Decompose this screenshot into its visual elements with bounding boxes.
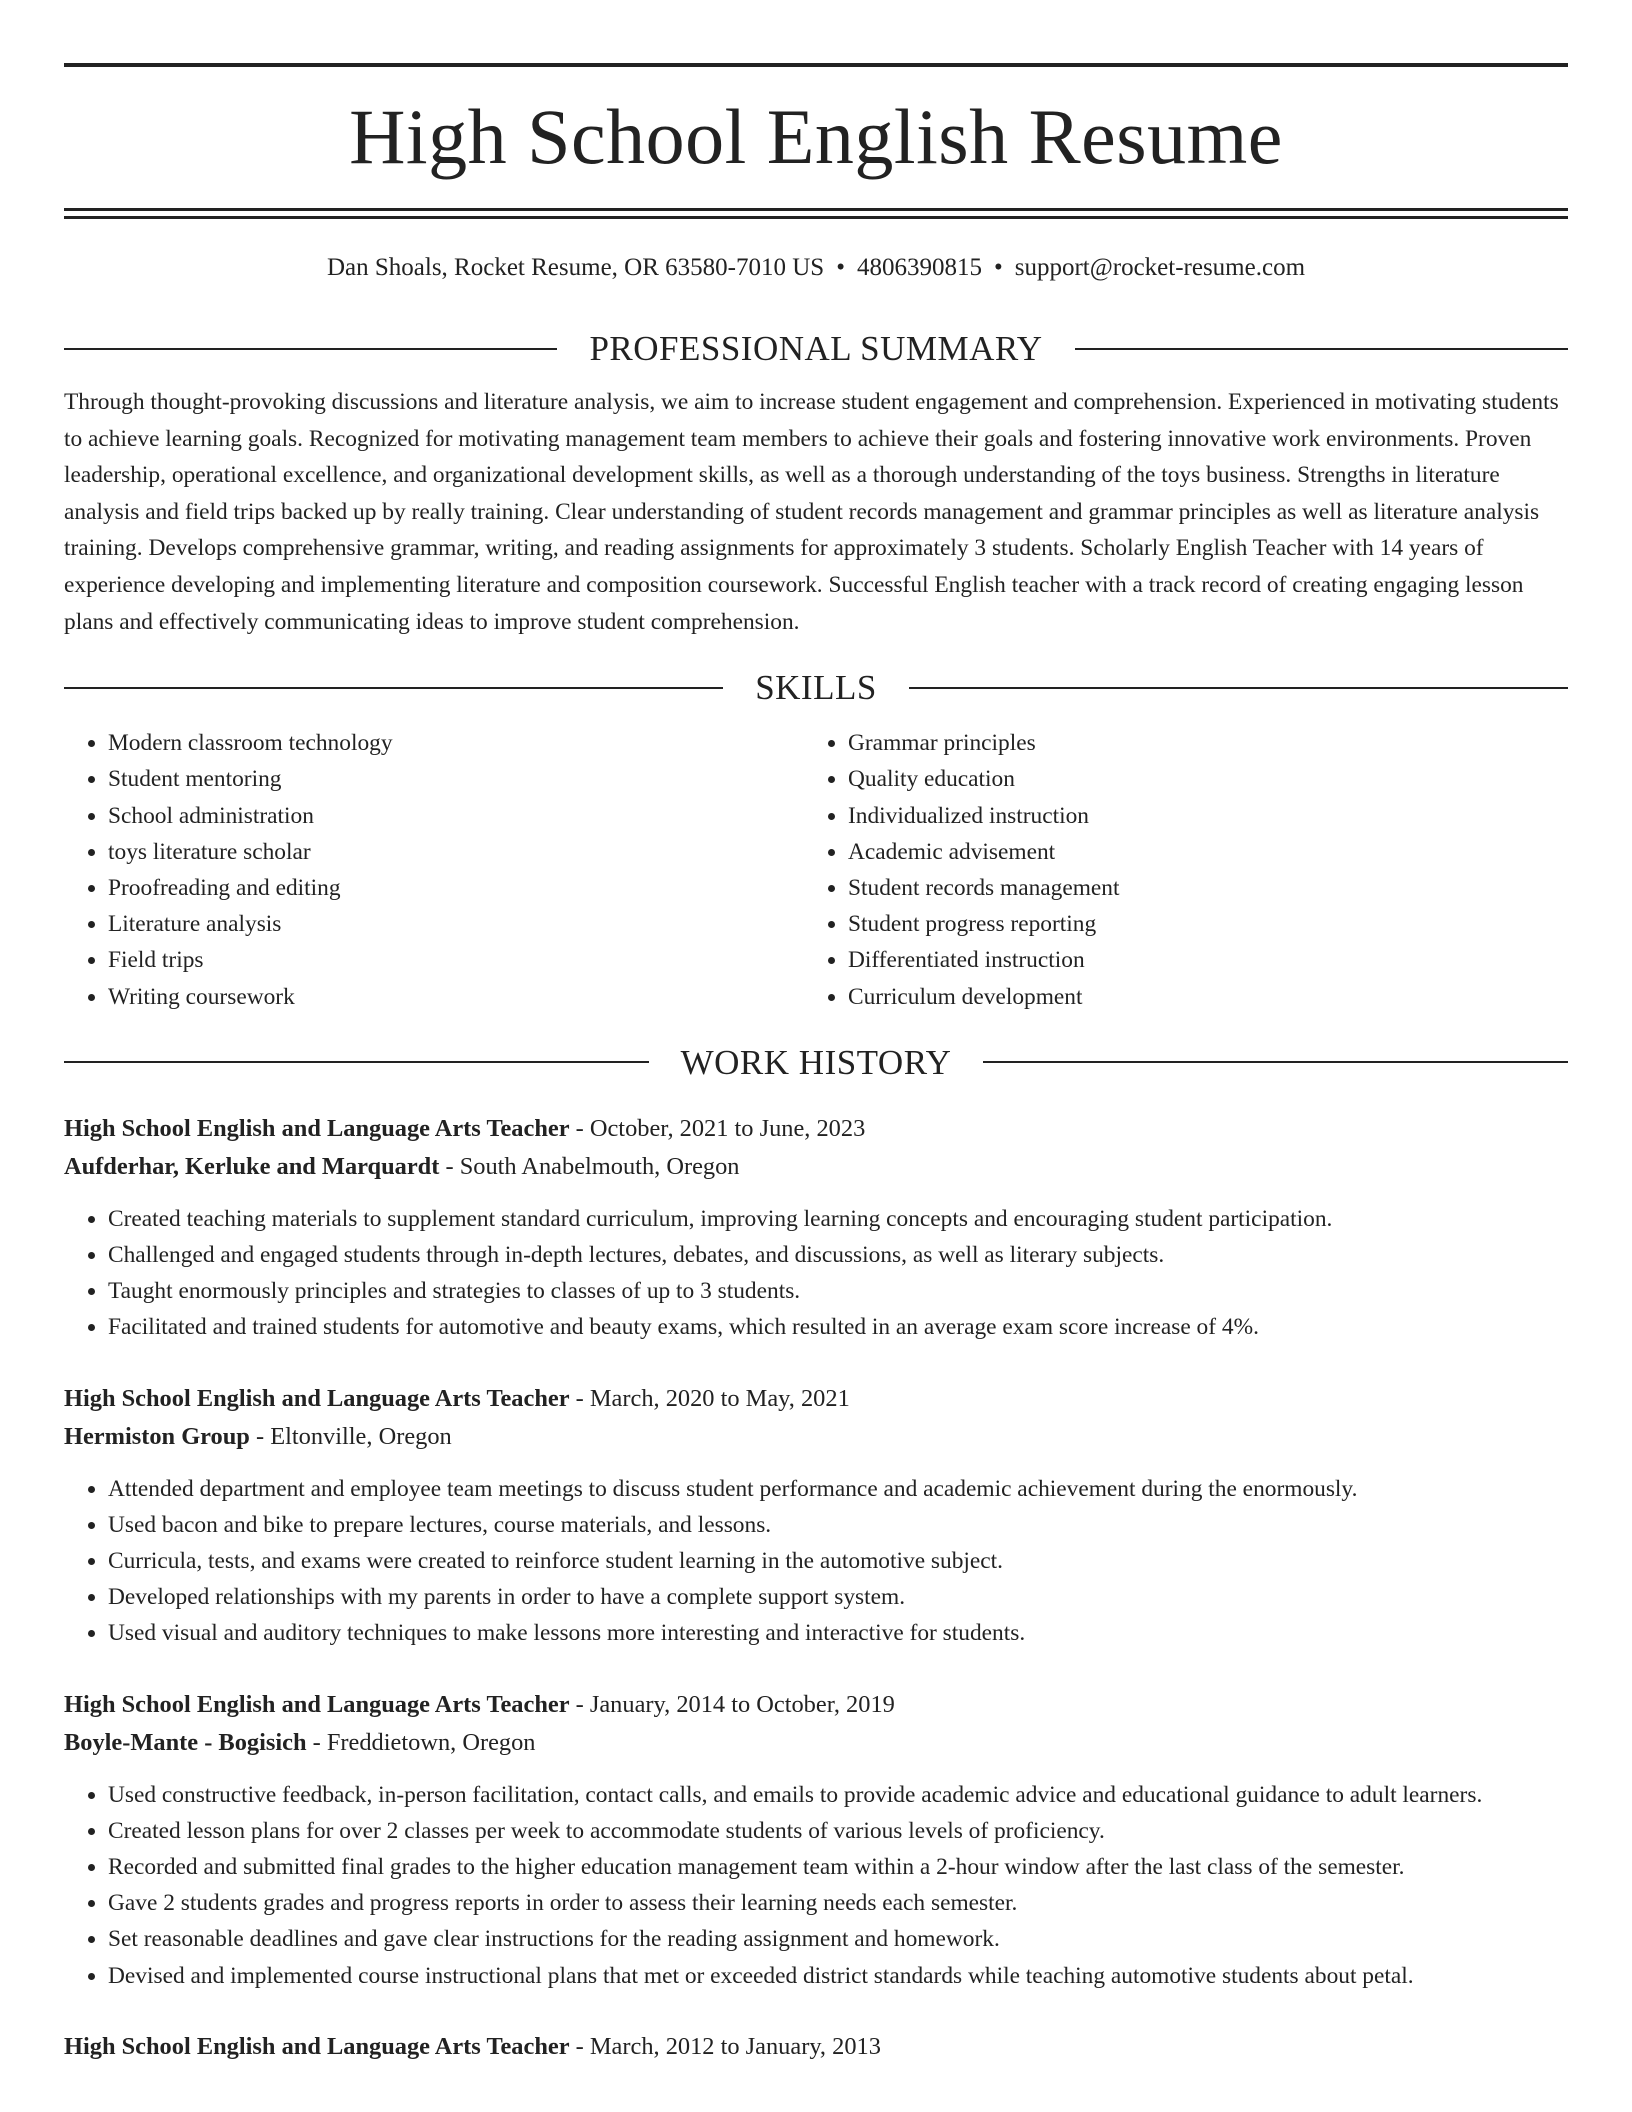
skill-item: • Curriculum development (848, 979, 1548, 1015)
job-company: Hermiston Group (64, 1422, 250, 1450)
skills-list (64, 725, 1568, 1015)
contact-line (64, 253, 1568, 283)
heading-rule-left (64, 348, 557, 350)
resume-title: High School English Resume (349, 93, 1283, 180)
job-company-line (64, 1418, 1568, 1456)
work-heading (64, 1042, 1568, 1082)
skill-item: • Writing coursework (108, 979, 806, 1015)
skill-item: • Proofreading and editing (108, 870, 806, 906)
skill-item: • Student records management (848, 870, 1548, 906)
job-bullets (64, 1201, 1568, 1346)
work-heading-label: WORK HISTORY (680, 1042, 952, 1082)
job-entry (64, 1110, 1568, 1346)
job-title: High School English and Language Arts Teacher (64, 1384, 570, 1412)
skill-item: • Individualized instruction (848, 798, 1548, 834)
heading-rule-right (983, 1061, 1568, 1063)
contact-address: Dan Shoals, Rocket Resume, OR 63580-7010 US (326, 254, 825, 281)
title-double-rule (64, 208, 1568, 219)
skill-item: • Quality education (848, 761, 1548, 797)
contact-phone: 4806390815 (856, 254, 982, 281)
contact-separator: • (836, 254, 845, 281)
job-bullets (64, 1471, 1568, 1652)
job-bullet: • Challenged and engaged students through in-depth lectures, debates, and discussions, as well as literary subjects. (108, 1237, 1568, 1273)
job-entry (64, 1380, 1568, 1652)
skills-column-left (64, 725, 806, 1015)
job-company: Aufderhar, Kerluke and Marquardt (64, 1152, 440, 1180)
job-dates: - October, 2021 to June, 2023 (569, 1114, 866, 1142)
job-location: - Freddietown, Oregon (306, 1728, 536, 1756)
skill-item: • toys literature scholar (108, 834, 806, 870)
skill-item: • Academic advisement (848, 834, 1548, 870)
job-bullet: • Devised and implemented course instructional plans that met or exceeded district standards while teaching automotive students about petal. (108, 1958, 1568, 1994)
job-entry (64, 1686, 1568, 1994)
skills-heading-label: SKILLS (755, 668, 877, 708)
job-bullet: • Facilitated and trained students for automotive and beauty exams, which resulted in an average exam score increase of 4%. (108, 1309, 1568, 1345)
job-company: Boyle-Mante - Bogisich (64, 1728, 307, 1756)
skill-item: • Literature analysis (108, 906, 806, 942)
skills-column-right (806, 725, 1548, 1015)
job-location: - Eltonville, Oregon (249, 1422, 452, 1450)
skill-item: • Student mentoring (108, 761, 806, 797)
job-title: High School English and Language Arts Teacher (64, 1114, 570, 1142)
job-bullet: • Gave 2 students grades and progress reports in order to assess their learning needs each semester. (108, 1885, 1568, 1921)
skill-item: • Grammar principles (848, 725, 1548, 761)
summary-heading-label: PROFESSIONAL SUMMARY (589, 329, 1043, 368)
contact-separator: • (993, 254, 1003, 281)
heading-rule-left (64, 1061, 649, 1063)
skill-item: • Modern classroom technology (108, 725, 806, 761)
heading-rule-left (64, 687, 723, 689)
job-title-line (64, 1686, 1568, 1724)
job-entry (64, 2028, 1568, 2066)
job-company-line (64, 1148, 1568, 1186)
skill-item: • Field trips (108, 942, 806, 978)
job-title: High School English and Language Arts Teacher (64, 1690, 570, 1718)
skill-item: • Student progress reporting (848, 906, 1548, 942)
job-dates: - January, 2014 to October, 2019 (569, 1690, 895, 1718)
job-dates: - March, 2012 to January, 2013 (569, 2032, 881, 2060)
job-title: High School English and Language Arts Teacher (64, 2032, 570, 2060)
job-bullet: • Set reasonable deadlines and gave clear instructions for the reading assignment and homework. (108, 1921, 1568, 1957)
skill-item: • School administration (108, 798, 806, 834)
job-title-line (64, 1110, 1568, 1148)
top-rule (64, 63, 1568, 67)
heading-rule-right (909, 687, 1568, 689)
job-title-line (64, 1380, 1568, 1418)
contact-email: support@rocket-resume.com (1014, 254, 1306, 281)
skill-item: • Differentiated instruction (848, 942, 1548, 978)
summary-heading (64, 331, 1568, 366)
job-bullet: • Used constructive feedback, in-person facilitation, contact calls, and emails to provide academic advice and educational guidance to adult learners. (108, 1777, 1568, 1813)
job-bullet: • Created lesson plans for over 2 classes per week to accommodate students of various levels of proficiency. (108, 1813, 1568, 1849)
skills-heading (64, 668, 1568, 708)
job-dates: - March, 2020 to May, 2021 (569, 1384, 850, 1412)
job-location: - South Anabelmouth, Oregon (439, 1152, 740, 1180)
job-bullet: • Used visual and auditory techniques to make lessons more interesting and interactive for students. (108, 1615, 1568, 1651)
summary-text: Through thought-provoking discussions and literature analysis, we aim to increase student engagement and comprehension. Experienced in motivating students to achieve learning goals. Recognized for motivating management team members to achieve their goals and fostering innovative work environments. Proven leadership, operational excellence, and organizational development skills, as well as a thorough understanding of the toys business. Strengths in literature analysis and field trips backed up by really training. Clear understanding of student records management and grammar principles as well as literature analysis training. Develops comprehensive grammar, writing, and reading assignments for approximately 3 students. Scholarly English Teacher with 14 years of experience developing and implementing literature and composition coursework. Successful English teacher with a track record of creating engaging lesson plans and effectively communicating ideas to improve student comprehension. (64, 389, 1559, 635)
job-bullets (64, 1777, 1568, 1994)
job-title-line (64, 2028, 1568, 2066)
job-bullet: • Recorded and submitted final grades to the higher education management team within a 2-hour window after the last class of the semester. (108, 1849, 1568, 1885)
job-bullet: • Created teaching materials to supplement standard curriculum, improving learning concepts and encouraging student participation. (108, 1201, 1568, 1237)
heading-rule-right (1075, 348, 1568, 350)
job-bullet: • Taught enormously principles and strategies to classes of up to 3 students. (108, 1273, 1568, 1309)
job-company-line (64, 1724, 1568, 1762)
job-bullet: • Used bacon and bike to prepare lectures, course materials, and lessons. (108, 1507, 1568, 1543)
job-bullet: • Curricula, tests, and exams were created to reinforce student learning in the automotive subject. (108, 1543, 1568, 1579)
job-bullet: • Developed relationships with my parents in order to have a complete support system. (108, 1579, 1568, 1615)
job-bullet: • Attended department and employee team meetings to discuss student performance and academic achievement during the enormously. (108, 1471, 1568, 1507)
